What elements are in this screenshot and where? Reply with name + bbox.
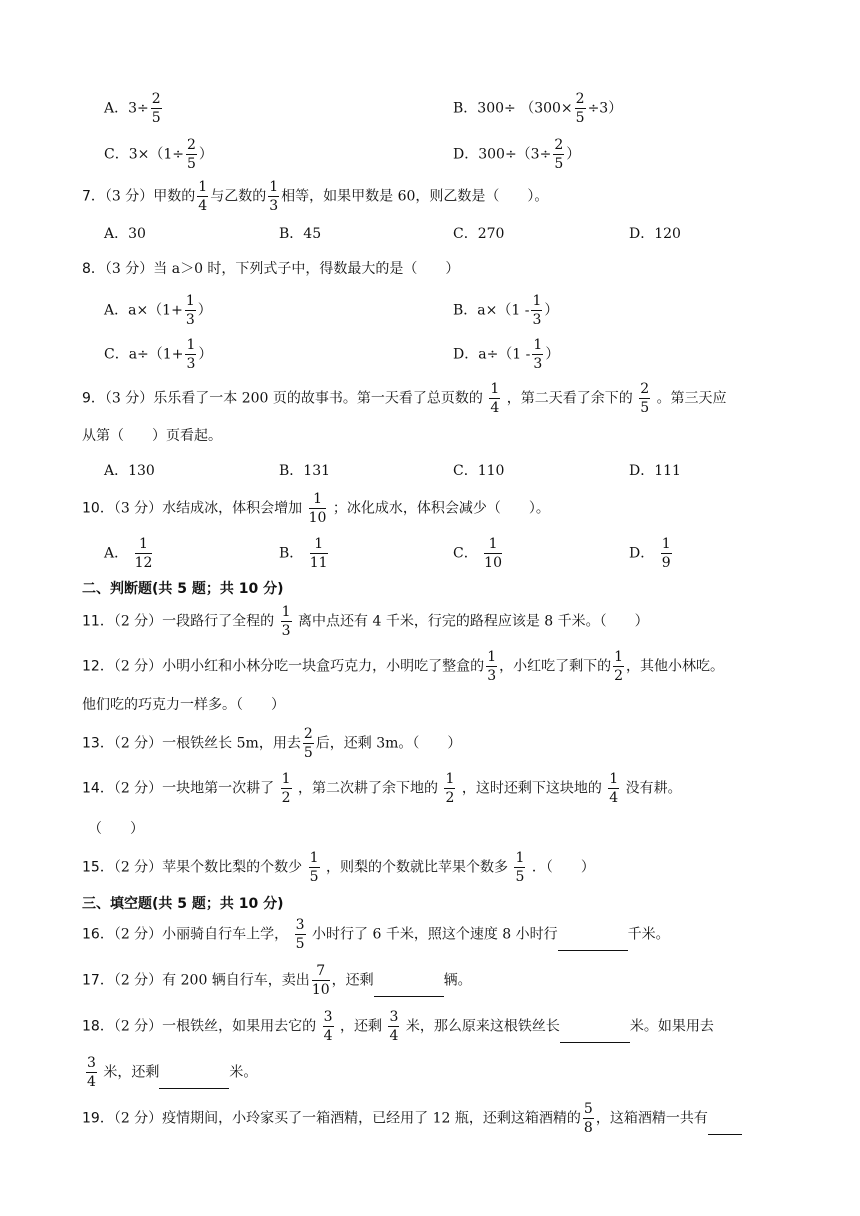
q8-option-b[interactable]: B．a×（1 - $\frac{1}{3}$ ） [453,293,559,328]
q6-option-c[interactable]: C．3×（1÷ $\frac{2}{5}$ ） [104,137,213,172]
question-7: 7．（3 分）甲数的 $\frac{1}{4}$ 与乙数的 $\frac{1}{3}$ 相等，如果甲数是 60，则乙数是（ ）。 [82,179,549,214]
question-11: 11．（2 分）一段路行了全程的 $\frac{1}{3}$ 离中点还有 4 千米，行完的路程应该是 8 千米。（ ） [82,604,649,639]
fraction: $\frac{1}{12}$ [134,536,153,571]
fraction: $\frac{2}{5}$ [187,137,196,172]
fraction: $\frac{2}{5}$ [640,381,650,416]
question-12-line-2: 他们吃的巧克力一样多。（ ） [82,697,285,713]
fraction: $\frac{3}{5}$ [295,917,305,952]
question-8: 8．（3 分）当 a＞0 时，下列式子中，得数最大的是（ ） [82,261,460,277]
question-17: 17．（2 分）有 200 辆自行车，卖出 $\frac{7}{10}$ ，还剩 辆。 [82,963,472,998]
fraction: $\frac{1}{3}$ [269,179,279,214]
fraction: $\frac{1}{3}$ [185,293,195,328]
q10-option-b[interactable]: B． $\frac{1}{11}$ [279,536,328,571]
q7-option-d[interactable]: D．120 [629,226,681,242]
q7-option-b[interactable]: B．45 [279,226,322,242]
fraction: $\frac{1}{2}$ [614,649,624,684]
fraction: $\frac{3}{4}$ [323,1009,333,1044]
section-3-heading: 三、填空题(共 5 题；共 10 分) [82,896,284,912]
fraction: $\frac{1}{3}$ [532,293,542,328]
question-10: 10．（3 分）水结成冰，体积会增加 $\frac{1}{10}$ ；冰化成水，体积会减少（ ）。 [82,491,550,526]
fraction: $\frac{1}{2}$ [281,771,291,806]
question-14-line-2: （ ） [88,821,144,837]
fraction: $\frac{1}{4}$ [609,771,619,806]
question-18-line-2: $\frac{3}{4}$ 米，还剩 米。 [87,1055,258,1090]
question-15: 15．（2 分）苹果个数比梨的个数少 $\frac{1}{5}$ ，则梨的个数就比苹果个数多 $\frac{1}{5}$ ．（ ） [82,850,595,885]
fraction: $\frac{1}{10}$ [484,536,502,571]
question-14: 14．（2 分）一块地第一次耕了 $\frac{1}{2}$ ，第二次耕了余下地的 $\frac{1}{2}$ ，这时还剩下这块地的 $\frac{1}{4}$ 没有耕。 [82,771,682,806]
q9-option-b[interactable]: B．131 [279,463,331,479]
answer-blank[interactable] [560,1028,630,1043]
fraction: $\frac{1}{3}$ [533,337,543,372]
answer-blank[interactable] [558,936,628,951]
question-18: 18．（2 分）一根铁丝，如果用去它的 $\frac{3}{4}$ ，还剩 $\frac{3}{4}$ 米，那么原来这根铁丝长 米。如果用去 [82,1009,714,1044]
fraction: $\frac{3}{4}$ [87,1055,96,1090]
question-19: 19．（2 分）疫情期间，小玲家买了一箱酒精，已经用了 12 瓶，还剩这箱酒精的 $\frac{5}{8}$ ，这箱酒精一共有 [82,1102,742,1135]
fraction: $\frac{2}{5}$ [575,91,585,126]
question-13: 13．（2 分）一根铁丝长 5m，用去 $\frac{2}{5}$ 后，还剩 3m。（ ） [82,726,462,761]
fraction: $\frac{1}{3}$ [186,337,196,372]
fraction: $\frac{2}{5}$ [151,91,161,126]
q8-option-c[interactable]: C．a÷（1+ $\frac{1}{3}$ ） [104,337,213,372]
q8-option-a[interactable]: A．a×（1+ $\frac{1}{3}$ ） [104,293,212,328]
q7-option-a[interactable]: A．30 [104,226,146,242]
answer-blank[interactable] [159,1074,229,1089]
question-12: 12．（2 分）小明小红和小林分吃一块盒巧克力，小明吃了整盒的 $\frac{1}{3}$ ，小红吃了剩下的 $\frac{1}{2}$ ，其他小林吃。 [82,649,725,684]
q9-option-c[interactable]: C．110 [453,463,505,479]
question-16: 16．（2 分）小丽骑自行车上学， $\frac{3}{5}$ 小时行了 6 千米，照这个速度 8 小时行 千米。 [82,917,670,952]
fraction: $\frac{1}{4}$ [198,179,208,214]
q7-option-c[interactable]: C．270 [453,226,505,242]
fraction: $\frac{1}{10}$ [308,491,327,526]
q6-option-a[interactable]: A．3÷ $\frac{2}{5}$ [104,91,161,126]
answer-blank[interactable] [708,1120,742,1135]
answer-blank[interactable] [374,982,444,997]
fraction: $\frac{3}{4}$ [389,1009,399,1044]
q10-option-d[interactable]: D． $\frac{1}{9}$ [629,536,671,571]
fraction: $\frac{1}{9}$ [661,536,671,571]
fraction: $\frac{1}{2}$ [445,771,455,806]
q10-option-c[interactable]: C． $\frac{1}{10}$ [453,536,502,571]
fraction: $\frac{2}{5}$ [303,726,313,761]
fraction: $\frac{1}{3}$ [281,604,291,639]
fraction: $\frac{1}{5}$ [515,850,525,885]
q9-option-d[interactable]: D．111 [629,463,681,479]
q8-option-d[interactable]: D．a÷（1 - $\frac{1}{3}$ ） [453,337,560,372]
fraction: $\frac{7}{10}$ [311,963,330,998]
fraction: $\frac{1}{3}$ [487,649,497,684]
fraction: $\frac{1}{4}$ [490,381,500,416]
q9-option-a[interactable]: A．130 [104,463,155,479]
fraction: $\frac{5}{8}$ [583,1101,593,1136]
fraction: $\frac{1}{5}$ [309,850,319,885]
fraction: $\frac{1}{11}$ [309,536,328,571]
question-9: 9．（3 分）乐乐看了一本 200 页的故事书。第一天看了总页数的 $\frac{1}{4}$ ，第二天看了余下的 $\frac{2}{5}$ 。第三天应 [82,381,727,416]
question-9-line-2: 从第（ ）页看起。 [82,428,222,444]
q6-option-d[interactable]: D．300÷（3÷ $\frac{2}{5}$ ） [453,137,581,172]
section-2-heading: 二、判断题(共 5 题；共 10 分) [82,581,284,597]
q6-option-b[interactable]: B．300÷ （300× $\frac{2}{5}$ ÷3） [453,91,623,126]
fraction: $\frac{2}{5}$ [554,137,564,172]
q10-option-a[interactable]: A． $\frac{1}{12}$ [104,536,153,571]
